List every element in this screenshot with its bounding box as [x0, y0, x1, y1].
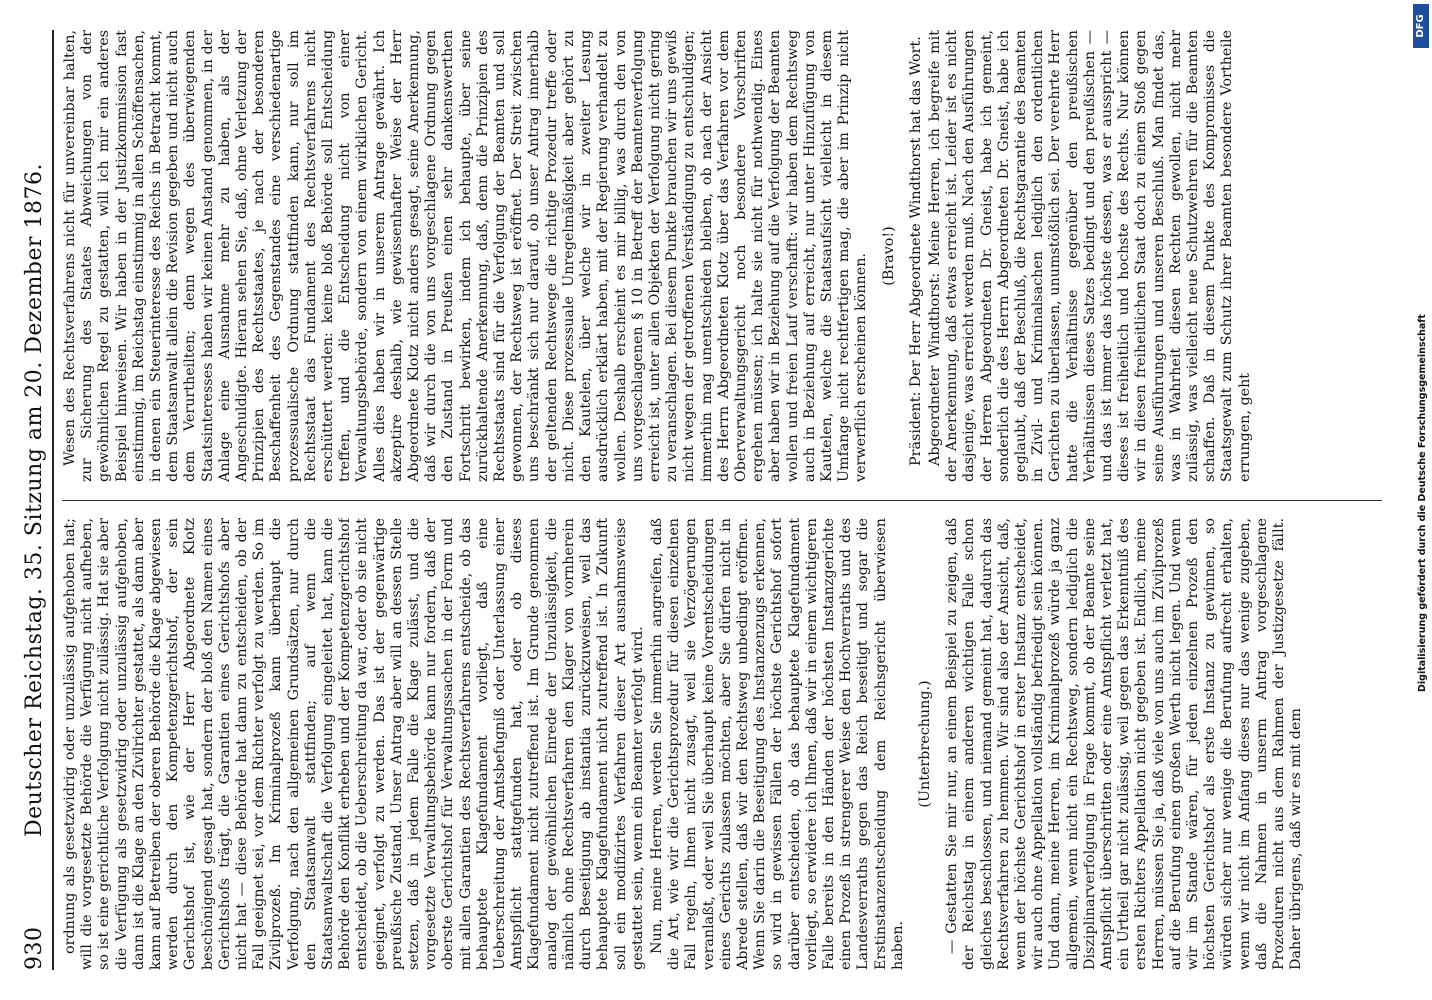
speaker-paragraph: Präsident: Der Herr Abgeordnete Windthorst hat das Wort. [907, 36, 924, 466]
page-number: 930 [22, 926, 47, 970]
interjection: (Bravo!) [880, 226, 897, 286]
paragraph: ordnung als gesetzwidrig oder unzulässig aufgehoben hat; will die vorgesetzte Behörde die Verfügung nicht aufheben, so ist eine gerichtliche Verfolgung nicht zulässig. Hat sie aber die Verfügung als gesetzwidrig oder unzulässig aufgehoben, dann ist die Klage an den Zivilrichter gestattet, als dann aber kann auf Betreiben der oberen Behörde die Klage abgewiesen werden durch den Kompetenzgerichtshof, der sein Gerichtshof ist, wie der Herr Abgeordnete Klotz beschönigend gesagt hat, sondern der bloß den Namen eines Gerichtshofs trägt, die Garantien eines Gerichtshofs aber nicht hat — diese Behörde hat dann zu entscheiden, ob der Fall geeignet sei, vor dem Richter verfolgt zu werden. So im Zivilprozeß. Im Kriminalprozeß kann überhaupt die Verfolgung, nach den allgemeinen Grundsätzen, nur durch den Staatsanwalt stattfinden; auf wenn die Staatsanwaltschaft die Verfolgung eingeleitet hat, kann die Behörde den Konflikt erheben und der Kompetenzgerichtshof entscheidet, ob die Ueberschreitung da war, oder ob sie nicht geeignet, verfolgt zu werden. Das ist der gegenwärtige preußische Zustand. Unser Antrag aber will an dessen Stelle setzen, daß in jedem Falle die Klage zulässt, und die vorgesetzte Verwaltungsbehörde kann nur fordern, daß der oberste Gerichtshof für Verwaltungssachen in der Form und mit allen Garantien des Rechtsverfahrens entscheide, ob das behauptete Klagefundament vorliegt, daß eine Ueberschreitung der Amtsbefugniß oder Unterlassung einer Amtspflicht stattgefunden hat, oder ob dieses Klagefundament nicht zutreffend ist. Im Grunde genommen analog der gewöhnlichen Einrede der Unzulässigkeit, die nämlich ohne Rechtsverfahren den Klager von vornherein durch Beseitigung ab instantia zurückzuweisen, weil das behauptete Klagefundament nicht zutreffend ist. In Zukunft soll ein modifizirtes Verfahren dieser Art ausnahmsweise gestattet sein, wenn ein Beamter verfolgt wird. [62, 518, 646, 970]
paragraph: Wesen des Rechtsverfahrens nicht für unvereinbar halten, zur Sicherung des Staates Abweichungen von der gewöhnlichen Regel zu gestatten, will ich mir ein anderes Beispiel hinweisen. Wir haben in der Justizkommission fast einstimmig, im Reichstag einstimmig in allen Schöffensachen, in denen ein Steuerinteresse des Reichs in Betracht kommt, dem Staatsanwalt allein die Revision gegeben und nicht auch dem Verurtheilten; denn wegen des überwiegenden Staatsinteresses haben wir keinen Anstand genommen, in der Anlage eine Ausnahme mehr zu haben, als der Angeschuldigte. Hieran sehen Sie, daß, ohne Verletzung der Prinzipien des Rechtsstaates, je nach der besonderen Beschaffenheit des Gegenstandes eine verschiedenartige prozessualische Ordnung stattfinden kann, nur soll im Rechtsstaat das Fundament des Rechtsverfahrens nicht erschüttert werden: keine bloß Behörde soll Entscheidung treffen, und die Entscheidung nicht von einer Verwaltungsbehörde, sondern von einem wirklichen Gericht. Alles dies haben wir in unserem Antrage gewährt. Ich akzeptire deshalb, wie gewissenhafter Weise der Herr Abgeordnete Klotz nicht anders gesagt, seine Anerkennung, daß wir durch die von uns vorgeschlagene Ordnung gegen den Zustand in Preußen einen sehr dankenswerthen Fortschritt bewirken, indem ich behaupte, über seine zurückhaltende Anerkennung, daß, denn die Prinzipien des Rechtsstaats sind für die Verfolgung der Beamten und soll gewonnen, der Rechtsweg ist eröffnet. Der Streit zwischen uns beschränkt sich nur darauf, ob unser Antrag innerhalb der geltenden Rechtswege die richtige Prozedur treffe oder nicht. Diese prozessuale Unregelmäßigkeit aber gehört zu den Kautelen, über welche wir in zweiter Lesung ausdrücklich erklärt haben, mit der Regierung verhandelt zu wollen. Deshalb erscheint es mir billig, was durch den von uns vorgeschlagenen § 10 in Betreff der Beamtenverfolgung erreicht ist, unter allen Objekten der Verfolgung nicht gering zu veranschlagen. Bei diesem Punkte brauchen wir uns gewiß nicht wegen der getroffenen Verständigung zu entschuldigen; immerhin mag unentschieden bleiben, ob nach der Ansicht des Herrn Abgeordneten Klotz über das Verfahren vor dem Oberverwaltungsgericht noch besondere Vorschriften ergehen müssen; ich halte sie nicht für nothwendig. Eines aber haben wir in Beziehung auf die Verfolgung der Beamten wollen und freien Lauf verschafft: wir haben dem Rechtsweg auch in Beziehung auf erreicht, nur unter Hinzufügung von Kautelen, welche die Staatsaufsicht vielleicht in diesem Umfange nicht rechtfertigen mag, die aber im Prinzip nicht verwerflich erscheinen können. [62, 30, 870, 482]
paragraph: Abgeordneter Windthorst: Meine Herren, ich begreife mit der Anerkennung, daß etwas erreicht ist. Leider ist es nicht dasjenige, was erreicht werden muß. Nach den Ausführungen der Herren Abgeordneten Dr. Gneist, habe ich gemeint, sonderlich die des Herrn Abgeordneten Dr. Gneist, habe ich geglaubt, daß der Beschluß, die Rechtsgarantie des Beamten in Zivil- und Kriminalsachen lediglich den ordentlichen Gerichten zu überlassen, unumstößlich sei. Der verehrte Herr hatte die Verhältnisse gegenüber den preußischen Verhältnissen dieses Satzes bedingt und den preußischen — und das ist immer das höchste dessen, was er ausspricht — dieses ist freiheitlich und hochste des Rechts. Nur können wir in diesen freiheitlichen Staat doch zu einem Stoß gegen seine Ausführungen und unseren Beschluß. Man findet das, was in Wahrheit diesen Rechten gewollen, nicht mehr zulässig, was vielleicht neue Schutzwehren für die Beamten schaffen. Daß in diesem Punkte des Kompromisses die Staatsgewalt zum Schutz ihrer Beamten besondere Vortheile errungen, geht [926, 30, 1253, 482]
dfg-logo-text: DFG [1415, 14, 1426, 38]
left-column [62, 518, 1382, 970]
column-divider [62, 500, 1382, 501]
page-title: Deutscher Reichstag. 35. Sitzung am 20. Dezember 1876. [22, 163, 47, 838]
paragraph: — Gestatten Sie mir nur, an einem Beispiel zu zeigen, daß der Reichstag in einem anderen wichtigen Falle schon gleiches beschlossen, und niemand gemeint hat, dadurch das Rechtsverfahren zu hemmen. Wir sind also der Ansicht, daß, wenn der höchste Gerichtshof in erster Instanz entscheidet, wir auch ohne Appellation vollständig befriedigt sein können. Und dann, meine Herren, im Kriminalprozeß würde ja ganz allgemein, wenn nicht ein Rechtsweg, sondern lediglich die Disziplinarverfolgung in Frage kommt, ob der Beamte seine Amtspflicht überschritten oder eine Amtspflicht verletzt hat, ein Urtheil gar nicht zulässig, weil gegen das Erkenntniß des ersten Richters Appellation nicht gegeben ist. Endlich, meine Herren, müssen Sie ja, daß viele von uns auch im Zivilprozeß auf die Berufung einen großen Werth nicht legen. Und wenn wir im Stande wären, für jeden einzelnen Prozeß den höchsten Gerichtshof als erste Instanz zu gewinnen, so würden sicher nur wenige die Berufung aufrecht erhalten, wenn wir nicht im Anfang dieses nur das wenige zugeben, daß die Nahmen in unserm Antrag vorgeschlagene Prozeduren nicht aus dem Rahmen der Justizgesetze fällt. Daher übrigens, daß wir es mit dem [944, 518, 1305, 970]
digitization-note-text: Digitalisierung gefördert durch die Deutsche Forschungsgemeinschaft [1417, 314, 1428, 692]
interjection: (Unterbrechung.) [916, 680, 933, 808]
page-header [14, 30, 54, 970]
digitization-note [1413, 8, 1429, 998]
header-rule [52, 30, 54, 970]
paragraph: Nun, meine Herren, werden Sie immerhin angreifen, daß die Art, wie wir die Gerichtsprozedur für diesen einzelnen Fall regeln, Ihnen nicht zusagt, weil sie Verzögerungen veranlaßt, oder weil Sie überhaupt keine Vorentscheidungen eines Gerichts zulassen möchten, aber Sie dürfen nicht in Abrede stellen, daß wir den Rechtsweg unbedingt eröffnen. Wenn Sie darin die Beseitigung des Instanzenzugs erkennen, so wird in gewissen Fällen der höchste Gerichtshof sofort darüber entscheiden, ob das behauptete Klagefundament vorliegt, so erwidere ich Ihnen, daß wir in einem wichtigeren Falle bereits in den Händen der höchsten Instanzgerichte einen Prozeß in strengerer Weise den Hochverraths und des Landesverraths gegen das Reich beseitigt und sogar die Erstinstanzentscheidung dem Reichsgericht überwiesen haben. [648, 518, 906, 970]
right-column [62, 30, 1382, 482]
